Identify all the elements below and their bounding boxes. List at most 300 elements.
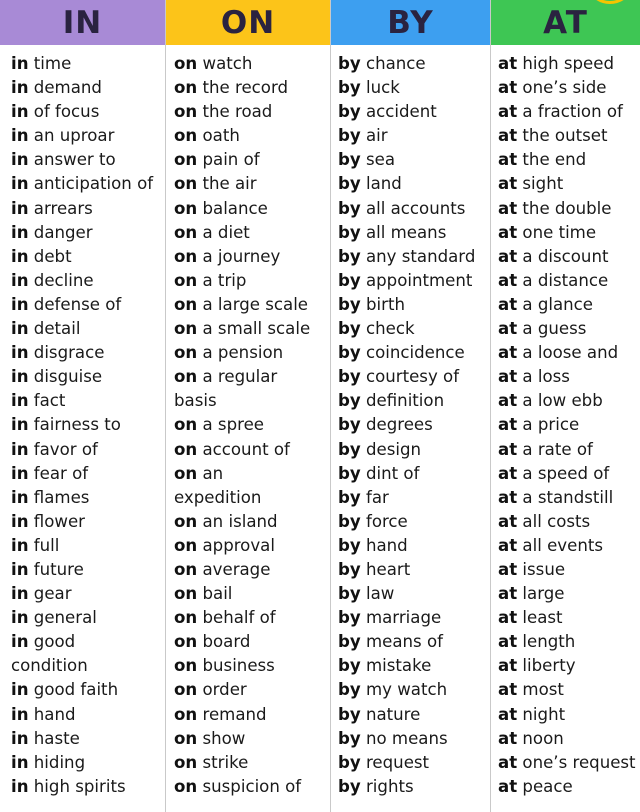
phrase-item — [166, 52, 330, 76]
phrase-preposition: in — [11, 415, 29, 435]
phrase-text: heart — [360, 559, 411, 579]
phrase-preposition: on — [174, 78, 198, 98]
phrase-preposition: on — [174, 222, 198, 242]
phrase-preposition: in — [11, 680, 29, 700]
phrase-item — [491, 558, 640, 582]
phrase-preposition: at — [498, 102, 518, 122]
phrase-list-by — [331, 45, 490, 799]
phrase-text: issue — [517, 559, 566, 579]
phrase-preposition: by — [338, 776, 361, 796]
phrase-item — [491, 413, 640, 437]
phrase-preposition: at — [498, 704, 518, 724]
phrase-text: bail — [197, 584, 233, 604]
phrase-preposition: at — [498, 222, 518, 242]
phrase-preposition: on — [174, 608, 198, 628]
phrase-text: a journey — [197, 246, 281, 266]
phrase-text: a glance — [517, 294, 594, 314]
phrase-item — [166, 462, 330, 486]
column-at — [490, 0, 640, 812]
phrase-item — [166, 413, 330, 437]
phrase-item — [331, 462, 490, 486]
phrase-preposition: on — [174, 54, 198, 73]
phrase-item — [0, 100, 165, 124]
phrase-preposition: on — [174, 535, 198, 555]
phrase-preposition: in — [11, 487, 29, 507]
phrase-item — [331, 678, 490, 702]
column-header-at: AT — [491, 0, 640, 45]
phrase-preposition: at — [498, 343, 518, 363]
phrase-text: answer to — [28, 150, 116, 170]
phrase-text: remand — [197, 704, 267, 724]
phrase-text: balance — [197, 198, 268, 218]
phrase-item — [166, 775, 330, 799]
phrase-item — [331, 486, 490, 510]
phrase-item — [166, 269, 330, 293]
phrase-item — [0, 365, 165, 389]
phrase-preposition: at — [498, 294, 518, 314]
phrase-item — [0, 582, 165, 606]
phrase-preposition: at — [498, 632, 518, 652]
phrase-preposition: on — [174, 680, 198, 700]
phrase-preposition: in — [11, 150, 29, 170]
phrase-text: favor of — [28, 439, 98, 459]
phrase-text: full — [28, 535, 60, 555]
column-header-by: BY — [331, 0, 490, 45]
phrase-item — [331, 52, 490, 76]
phrase-item — [0, 172, 165, 196]
phrase-preposition: by — [338, 174, 361, 194]
phrase-item — [331, 245, 490, 269]
phrase-item — [0, 558, 165, 582]
column-in — [0, 0, 165, 812]
phrase-preposition: by — [338, 535, 361, 555]
column-on — [165, 0, 330, 812]
phrase-preposition: by — [338, 343, 361, 363]
phrase-text: disgrace — [28, 343, 105, 363]
phrase-item — [491, 510, 640, 534]
phrase-item — [331, 654, 490, 678]
phrase-text: my watch — [360, 680, 448, 700]
phrase-item — [166, 534, 330, 558]
phrase-item — [0, 317, 165, 341]
phrase-preposition: by — [338, 463, 361, 483]
phrase-item — [0, 486, 165, 510]
phrase-preposition: in — [11, 174, 29, 194]
phrase-preposition: by — [338, 584, 361, 604]
phrase-text: show — [197, 728, 246, 748]
phrase-item — [331, 751, 490, 775]
phrase-item — [0, 438, 165, 462]
phrase-preposition: by — [338, 319, 361, 339]
phrase-item — [331, 317, 490, 341]
phrase-text: all events — [517, 535, 603, 555]
phrase-preposition: at — [498, 415, 518, 435]
phrase-item — [331, 389, 490, 413]
phrase-preposition: by — [338, 632, 361, 652]
phrase-text: law — [360, 584, 395, 604]
phrase-text: hand — [28, 704, 76, 724]
phrase-text: degrees — [360, 415, 433, 435]
phrase-item — [0, 654, 165, 678]
phrase-text: land — [360, 174, 402, 194]
phrase-text: an — [197, 463, 224, 483]
phrase-item — [491, 269, 640, 293]
phrase-item — [166, 630, 330, 654]
phrase-item — [0, 703, 165, 727]
phrase-text: a rate of — [517, 439, 593, 459]
phrase-text: request — [360, 752, 430, 772]
phrase-preposition: by — [338, 102, 361, 122]
phrase-item — [491, 438, 640, 462]
phrase-preposition: at — [498, 439, 518, 459]
phrase-preposition: at — [498, 752, 518, 772]
phrase-text: detail — [28, 319, 81, 339]
phrase-preposition: at — [498, 584, 518, 604]
phrase-preposition: at — [498, 487, 518, 507]
phrase-item — [491, 654, 640, 678]
phrase-text: flames — [28, 487, 90, 507]
phrase-item — [166, 606, 330, 630]
phrase-preposition: by — [338, 439, 361, 459]
phrase-text: a distance — [517, 270, 609, 290]
phrase-text: behalf of — [197, 608, 276, 628]
phrase-text: a discount — [517, 246, 609, 266]
phrase-text: high spirits — [28, 776, 126, 796]
phrase-item — [491, 365, 640, 389]
phrase-text: expedition — [174, 487, 262, 507]
phrase-text: a speed of — [517, 463, 610, 483]
phrase-item — [331, 775, 490, 799]
phrase-item — [0, 413, 165, 437]
phrase-text: marriage — [360, 608, 442, 628]
phrase-preposition: in — [11, 752, 29, 772]
phrase-item — [331, 727, 490, 751]
phrase-preposition: by — [338, 222, 361, 242]
phrase-preposition: in — [11, 102, 29, 122]
phrase-item — [491, 630, 640, 654]
phrase-item — [331, 100, 490, 124]
phrase-item — [166, 510, 330, 534]
phrase-preposition: at — [498, 656, 518, 676]
phrase-item — [331, 630, 490, 654]
phrase-text: a guess — [517, 319, 587, 339]
phrase-preposition: in — [11, 343, 29, 363]
phrase-text: oath — [197, 126, 240, 146]
phrase-text: least — [517, 608, 563, 628]
phrase-text: chance — [360, 54, 426, 73]
phrase-text: a loss — [517, 367, 570, 387]
phrase-item — [166, 221, 330, 245]
phrase-text: far — [360, 487, 389, 507]
phrase-preposition: at — [498, 728, 518, 748]
phrase-item — [491, 197, 640, 221]
column-header-in: IN — [0, 0, 165, 45]
phrase-preposition: in — [11, 246, 29, 266]
phrase-text: length — [517, 632, 576, 652]
phrase-item — [0, 727, 165, 751]
phrase-text: disguise — [28, 367, 103, 387]
phrase-item — [166, 582, 330, 606]
phrase-text: most — [517, 680, 564, 700]
phrase-text: strike — [197, 752, 249, 772]
phrase-item — [0, 389, 165, 413]
phrase-preposition: by — [338, 608, 361, 628]
phrase-item — [491, 751, 640, 775]
phrase-preposition: in — [11, 463, 29, 483]
phrase-preposition: in — [11, 608, 29, 628]
phrase-item — [166, 341, 330, 365]
phrase-preposition: on — [174, 704, 198, 724]
phrase-text: business — [197, 656, 275, 676]
phrase-item — [166, 438, 330, 462]
phrase-text: arrears — [28, 198, 93, 218]
phrase-text: suspicion of — [197, 776, 302, 796]
phrase-item — [331, 341, 490, 365]
phrase-item — [0, 775, 165, 799]
phrase-item — [491, 534, 640, 558]
phrase-item — [166, 389, 330, 413]
phrase-item — [0, 510, 165, 534]
phrase-item — [0, 197, 165, 221]
phrase-preposition: by — [338, 752, 361, 772]
phrase-item — [166, 317, 330, 341]
phrase-preposition: at — [498, 270, 518, 290]
phrase-item — [0, 606, 165, 630]
phrase-text: a regular — [197, 367, 278, 387]
phrase-preposition: at — [498, 319, 518, 339]
phrase-preposition: on — [174, 776, 198, 796]
phrase-preposition: on — [174, 102, 198, 122]
phrase-item — [0, 630, 165, 654]
phrase-text: the record — [197, 78, 289, 98]
phrase-text: anticipation of — [28, 174, 154, 194]
phrase-text: basis — [174, 391, 217, 411]
phrase-item — [491, 389, 640, 413]
phrase-item — [491, 462, 640, 486]
phrase-text: the outset — [517, 126, 608, 146]
phrase-preposition: by — [338, 728, 361, 748]
phrase-preposition: by — [338, 246, 361, 266]
phrase-text: a standstill — [517, 487, 614, 507]
phrase-text: danger — [28, 222, 93, 242]
phrase-item — [491, 341, 640, 365]
phrase-text: all costs — [517, 511, 591, 531]
phrase-preposition: by — [338, 656, 361, 676]
phrase-item — [0, 751, 165, 775]
phrase-preposition: by — [338, 367, 361, 387]
phrase-text: hand — [360, 535, 408, 555]
phrase-preposition: on — [174, 415, 198, 435]
phrase-item — [166, 172, 330, 196]
phrase-preposition: at — [498, 198, 518, 218]
phrase-preposition: at — [498, 78, 518, 98]
phrase-text: good faith — [28, 680, 119, 700]
phrase-text: pain of — [197, 150, 260, 170]
phrase-preposition: on — [174, 174, 198, 194]
phrase-item — [0, 534, 165, 558]
phrase-text: a diet — [197, 222, 250, 242]
phrase-text: demand — [28, 78, 102, 98]
phrase-text: the road — [197, 102, 273, 122]
phrase-preposition: at — [498, 246, 518, 266]
phrase-text: night — [517, 704, 566, 724]
phrase-text: any standard — [360, 246, 476, 266]
phrase-text: fear of — [28, 463, 89, 483]
phrase-preposition: at — [498, 174, 518, 194]
phrase-preposition: at — [498, 559, 518, 579]
phrase-item — [0, 124, 165, 148]
phrase-text: condition — [11, 656, 88, 676]
phrase-preposition: in — [11, 270, 29, 290]
phrase-text: approval — [197, 535, 275, 555]
phrase-text: all accounts — [360, 198, 466, 218]
phrase-preposition: on — [174, 463, 198, 483]
phrase-preposition: by — [338, 270, 361, 290]
phrase-item — [0, 678, 165, 702]
phrase-preposition: at — [498, 535, 518, 555]
phrase-item — [331, 365, 490, 389]
phrase-text: one’s side — [517, 78, 607, 98]
phrase-item — [491, 582, 640, 606]
phrase-item — [166, 148, 330, 172]
phrase-item — [491, 100, 640, 124]
phrase-preposition: at — [498, 608, 518, 628]
phrase-item — [0, 76, 165, 100]
phrase-preposition: by — [338, 704, 361, 724]
phrase-item — [0, 221, 165, 245]
phrase-text: defense of — [28, 294, 122, 314]
phrase-preposition: at — [498, 511, 518, 531]
phrase-item — [166, 751, 330, 775]
phrase-item — [0, 245, 165, 269]
phrase-text: a pension — [197, 343, 284, 363]
phrase-preposition: in — [11, 728, 29, 748]
phrase-preposition: on — [174, 294, 198, 314]
phrase-text: order — [197, 680, 247, 700]
phrase-text: noon — [517, 728, 564, 748]
phrase-text: an uproar — [28, 126, 115, 146]
phrase-item — [491, 124, 640, 148]
phrase-text: one time — [517, 222, 597, 242]
phrase-item — [491, 606, 640, 630]
phrase-text: means of — [360, 632, 443, 652]
phrase-item — [331, 172, 490, 196]
phrase-item — [491, 317, 640, 341]
phrase-preposition: in — [11, 367, 29, 387]
phrase-text: no means — [360, 728, 448, 748]
phrase-item — [331, 534, 490, 558]
phrase-text: debt — [28, 246, 72, 266]
phrase-preposition: in — [11, 54, 29, 73]
phrase-item — [491, 245, 640, 269]
phrase-preposition: in — [11, 222, 29, 242]
phrase-item — [491, 678, 640, 702]
phrase-item — [166, 654, 330, 678]
phrase-preposition: in — [11, 198, 29, 218]
phrase-text: one’s request — [517, 752, 636, 772]
phrase-text: a spree — [197, 415, 264, 435]
phrase-preposition: in — [11, 584, 29, 604]
phrase-text: luck — [360, 78, 400, 98]
phrase-preposition: in — [11, 294, 29, 314]
phrase-preposition: at — [498, 126, 518, 146]
phrase-item — [331, 197, 490, 221]
phrase-list-at — [491, 45, 640, 799]
phrase-text: rights — [360, 776, 414, 796]
phrase-text: of focus — [28, 102, 100, 122]
phrase-item — [166, 365, 330, 389]
phrase-preposition: on — [174, 198, 198, 218]
phrase-preposition: at — [498, 680, 518, 700]
phrase-item — [331, 558, 490, 582]
phrase-list-in — [0, 45, 165, 799]
phrase-preposition: on — [174, 343, 198, 363]
phrase-list-on — [166, 45, 330, 799]
phrase-preposition: by — [338, 511, 361, 531]
phrase-item — [166, 197, 330, 221]
phrase-text: account of — [197, 439, 290, 459]
phrase-preposition: at — [498, 54, 518, 73]
phrase-item — [331, 124, 490, 148]
phrase-item — [0, 462, 165, 486]
phrase-text: an island — [197, 511, 278, 531]
phrase-text: check — [360, 319, 415, 339]
phrase-item — [491, 76, 640, 100]
phrase-text: appointment — [360, 270, 473, 290]
phrase-item — [491, 486, 640, 510]
phrase-preposition: on — [174, 752, 198, 772]
phrase-item — [166, 678, 330, 702]
phrase-text: good — [28, 632, 76, 652]
phrase-text: decline — [28, 270, 94, 290]
phrase-item — [331, 269, 490, 293]
phrase-preposition: on — [174, 367, 198, 387]
phrase-text: gear — [28, 584, 72, 604]
phrase-text: flower — [28, 511, 85, 531]
phrase-preposition: by — [338, 294, 361, 314]
phrase-preposition: on — [174, 246, 198, 266]
phrase-item — [0, 293, 165, 317]
phrase-item — [0, 341, 165, 365]
phrase-item — [166, 76, 330, 100]
phrase-text: peace — [517, 776, 573, 796]
phrase-preposition: at — [498, 463, 518, 483]
phrase-preposition: in — [11, 126, 29, 146]
phrase-preposition: at — [498, 391, 518, 411]
phrase-text: large — [517, 584, 565, 604]
phrase-preposition: in — [11, 559, 29, 579]
phrase-preposition: on — [174, 150, 198, 170]
phrase-preposition: at — [498, 367, 518, 387]
phrase-preposition: in — [11, 391, 29, 411]
phrase-text: a low ebb — [517, 391, 603, 411]
phrase-preposition: by — [338, 487, 361, 507]
phrase-text: average — [197, 559, 271, 579]
phrase-preposition: by — [338, 150, 361, 170]
phrase-preposition: by — [338, 54, 361, 73]
phrase-text: sea — [360, 150, 396, 170]
phrase-item — [166, 100, 330, 124]
phrase-preposition: on — [174, 439, 198, 459]
phrase-preposition: in — [11, 632, 29, 652]
phrase-text: board — [197, 632, 251, 652]
phrase-item — [0, 148, 165, 172]
phrase-item — [491, 221, 640, 245]
column-header-on: ON — [166, 0, 330, 45]
phrase-item — [491, 703, 640, 727]
phrase-preposition: by — [338, 78, 361, 98]
phrase-item — [491, 52, 640, 76]
